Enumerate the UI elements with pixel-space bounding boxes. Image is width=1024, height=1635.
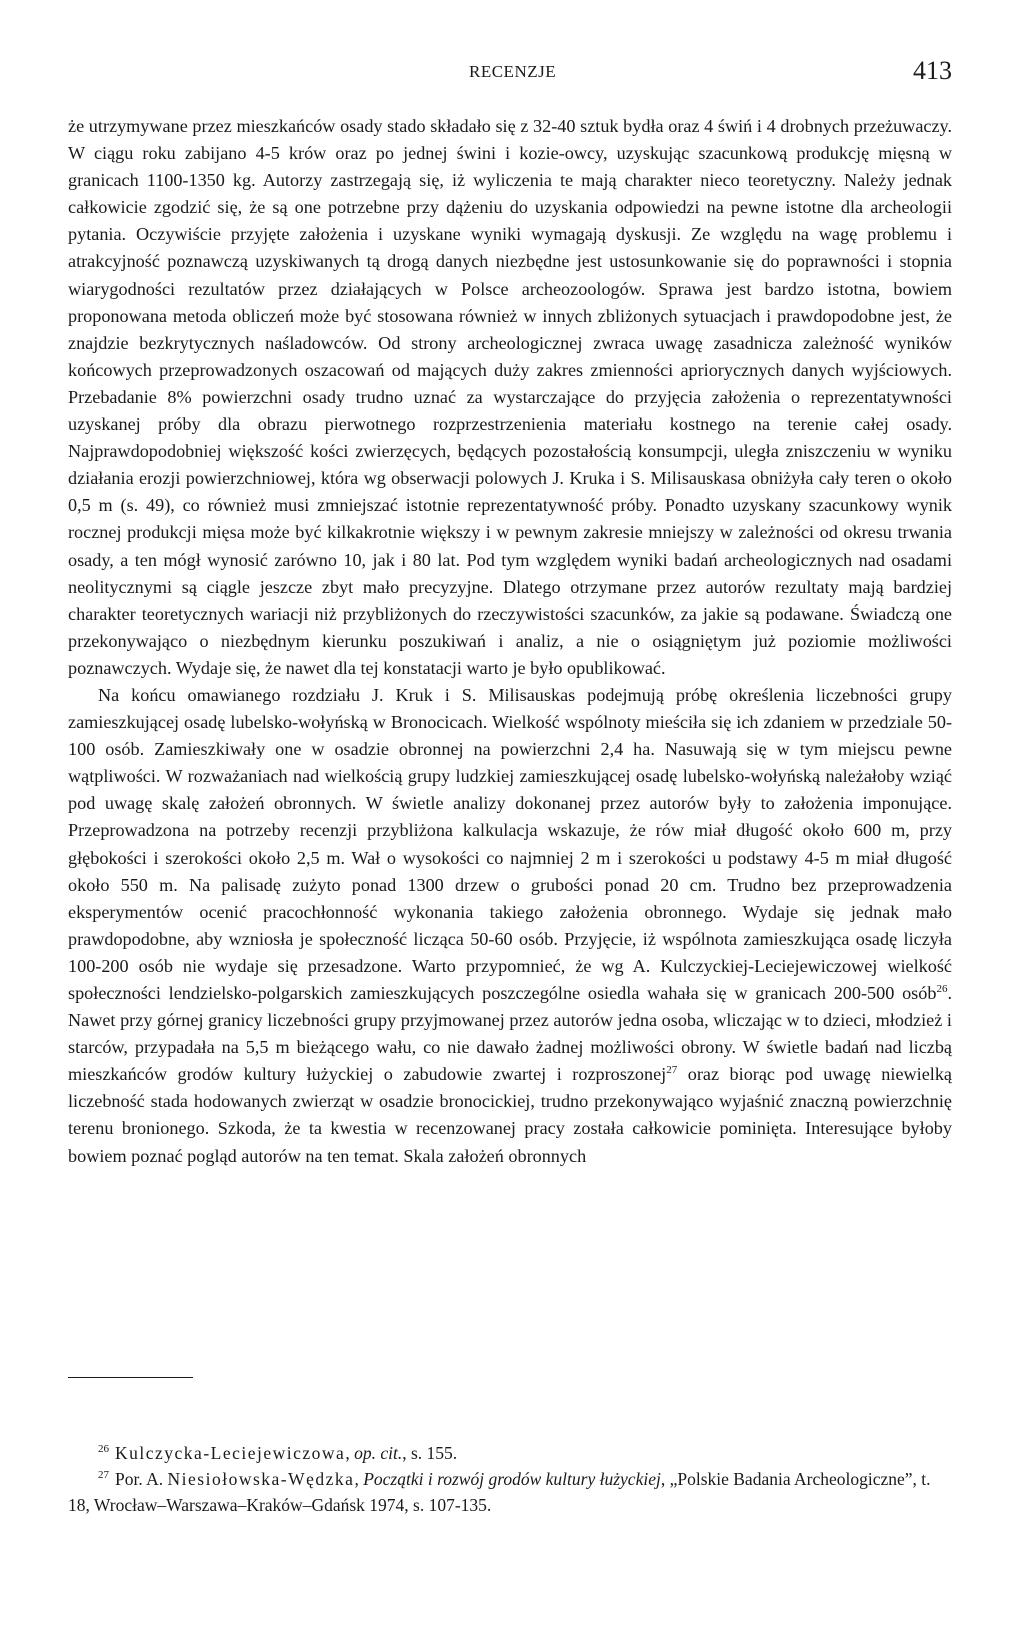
footnote-27 bbox=[68, 1466, 952, 1518]
footnote-rest: , „Polskie Badania Archeologiczne”, t. 18, Wrocław–Warszawa–Kraków–Gdańsk 1974, s. 107-135. bbox=[68, 1469, 931, 1515]
footnote-sep: , bbox=[354, 1469, 364, 1489]
footnote-mark: 26 bbox=[98, 1443, 109, 1455]
footnote-divider bbox=[68, 1377, 193, 1378]
footnotes bbox=[68, 1440, 952, 1518]
paragraph bbox=[68, 682, 952, 1170]
main-text bbox=[68, 113, 952, 1170]
paragraph-text: że utrzymywane przez mieszkańców osady stado składało się z 32-40 sztuk bydła oraz 4 świń i 4 drobnych przeżuwaczy. W ciągu roku zabijano 4-5 krów oraz po jednej świni i kozie-owcy, uzyskując szacunkową produkcję mięsną w granicach 1100-1350 kg. Autorzy zastrzegają się, iż wyliczenia te mają charakter nieco teoretyczny. Należy jednak całkowicie zgodzić się, że są one potrzebne przy dążeniu do uzyskania odpowiedzi na pewne istotne dla archeologii pytania. Oczywiście przyjęte założenia i uzyskane wyniki wymagają dyskusji. Ze względu na wagę problemu i atrakcyjność poznawczą uzyskiwanych tą drogą danych niezbędne jest ustosunkowanie się do poprawności i stopnia wiarygodności rezultatów przez działających w Polsce archeozoologów. Sprawa jest bardzo istotna, bowiem proponowana metoda obliczeń może być stosowana również w innych zbliżonych sytuacjach i prawdopodobne jest, że znajdzie bezkrytycznych naśladowców. Od strony archeologicznej zwraca uwagę zasadnicza zależność wyników końcowych przeprowadzonych oszacowań od mających duży zakres zmienności apriorycznych danych wyjściowych. Przebadanie 8% powierzchni osady trudno uznać za wystarczające do przyjęcia założenia o reprezentatywności uzyskanej próby dla obrazu pierwotnego rozprzestrzenienia materiału kostnego na terenie całej osady. Najprawdopodobniej większość kości zwierzęcych, będących pozostałością konsumpcji, uległa zniszczeniu w wyniku działania erozji powierzchniowej, która wg obserwacji polowych J. Kruka i S. Milisauskasa obniżyła cały teren o około 0,5 m (s. 49), co również musi zmniejszać istotnie reprezentatywność próby. Ponadto uzyskany szacunkowy wynik rocznej produkcji mięsa może być kilkakrotnie większy i w pewnym zakresie mniejszy w zależności od okresu trwania osady, a ten mógł wynosić zarówno 10, jak i 80 lat. Pod tym względem wyniki badań archeologicznych nad osadami neolitycznymi są ciągle jeszcze zbyt mało precyzyjne. Dlatego otrzymane przez autorów rezultaty mają bardziej charakter teoretycznych wariacji niż przybliżonych do rzeczywistości szacunków, za jakie są podawane. Świadczą one przekonywająco o niezbędnym kierunku poszukiwań i analiz, a nie o osiągniętym już poziomie możliwości poznawczych. Wydaje się, że nawet dla tej konstatacji warto je było opublikować. bbox=[68, 116, 952, 678]
footnote-author: Niesiołowska-Wędzka bbox=[167, 1469, 355, 1489]
page-number: 413 bbox=[913, 56, 952, 85]
footnote-26: $^{26}$ Kulczycka-Leciejewiczowa, op. cit., s. 155. bbox=[98, 1443, 458, 1463]
footnote-ref-26[interactable]: 26 bbox=[936, 983, 948, 995]
page-header bbox=[0, 56, 1024, 96]
footnote-mark: 27 bbox=[98, 1469, 109, 1481]
footnote-ref: op. cit. bbox=[354, 1443, 403, 1463]
paragraph-text: . Nawet przy górnej granicy liczebności grupy przyjmowanej przez autorów jedna osoba, wliczając w to dzieci, młodzież i starców, przypadała na 5,5 m bieżącego wału, co nie dawało żadnej możliwości obrony. W świetle badań nad liczbą mieszkańców grodów kultury łużyckiej o zabudowie zwartej i rozproszonej bbox=[68, 983, 952, 1085]
paragraph bbox=[68, 113, 952, 682]
footnote-title: Początki i rozwój grodów kultury łużyckiej bbox=[363, 1469, 661, 1489]
footnote-author: Kulczycka-Leciejewiczowa bbox=[115, 1443, 346, 1463]
paragraph-text: oraz biorąc pod uwagę niewielką liczebność stada hodowanych zwierząt w osadzie bronocickiej, trudno przekonywająco wyjaśnić znaczną powierzchnię terenu bronionego. Szkoda, że ta kwestia w recenzowanej pracy została całkowicie pominięta. Interesujące byłoby bowiem poznać pogląd autorów na ten temat. Skala założeń obronnych bbox=[68, 1064, 952, 1166]
paragraph-text: Na końcu omawianego rozdziału J. Kruk i S. Milisauskas podejmują próbę określenia liczebności grupy zamieszkującej osadę lubelsko-wołyńską w Bronocicach. Wielkość wspólnoty mieściła się ich zdaniem w przedziale 50-100 osób. Zamieszkiwały one w osadzie obronnej na powierzchni 2,4 ha. Nasuwają się w tym miejscu pewne wątpliwości. W rozważaniach nad wielkością grupy ludzkiej zamieszkującej osadę lubelsko-wołyńską należałoby wziąć pod uwagę skalę założeń obronnych. W świetle analizy dokonanej przez autorów były to założenia imponujące. Przeprowadzona na potrzeby recenzji przybliżona kalkulacja wskazuje, że rów miał długość około 600 m, przy głębokości i szerokości około 2,5 m. Wał o wysokości co najmniej 2 m i szerokości u podstawy 4-5 m miał długość około 550 m. Na palisadę zużyto ponad 1300 drzew o grubości ponad 20 cm. Trudno bez przeprowadzenia eksperymentów ocenić pracochłonność wykonania takiego założenia obronnego. Wydaje się jednak mało prawdopodobne, aby wzniosła je społeczność licząca 50-60 osób. Przyjęcie, iż wspólnota zamieszkująca osadę liczyła 100-200 osób nie wydaje się przesadzone. Warto przypomnieć, że wg A. Kulczyckiej-Leciejewiczowej wielkość społeczności lendzielsko-polgarskich zamieszkujących poszczególne osiedla wahała się w granicach 200-500 osób bbox=[68, 684, 952, 1003]
running-head: RECENZJE bbox=[469, 62, 557, 81]
footnote-rest: , s. 155. bbox=[402, 1443, 458, 1463]
footnote-ref-27[interactable]: 27 bbox=[666, 1064, 678, 1077]
footnote-pre: Por. A. bbox=[115, 1469, 168, 1489]
